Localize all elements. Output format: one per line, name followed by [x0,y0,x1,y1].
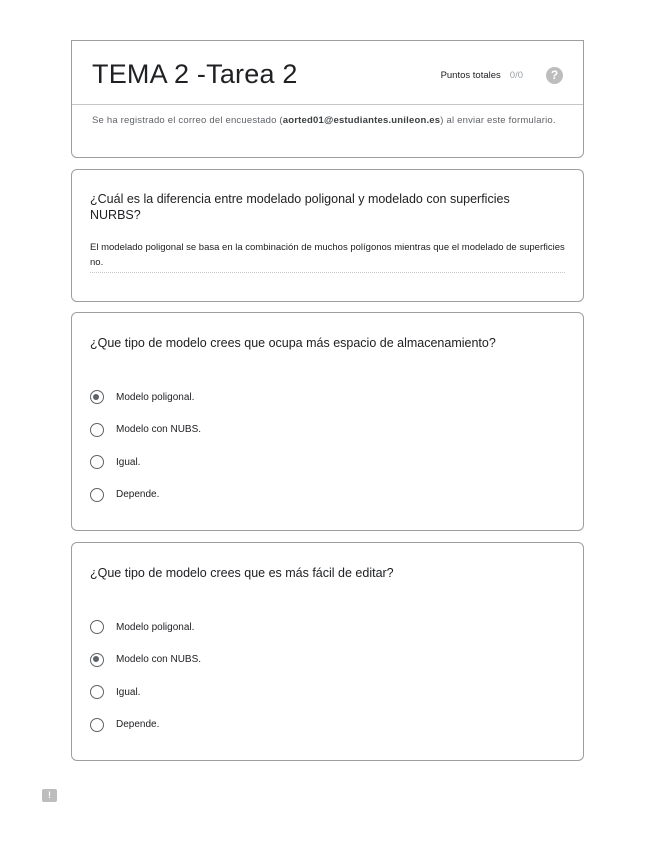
radio-option-label: Modelo poligonal. [116,621,195,633]
radio-option[interactable] [90,414,201,447]
form-header-top [72,41,583,105]
radio-option[interactable] [90,381,201,414]
question-card [71,542,584,761]
radio-group [90,611,201,741]
radio-option[interactable] [90,676,201,709]
question-title: ¿Cuál es la diferencia entre modelado poligonal y modelado con superficies NURBS? [90,192,510,222]
radio-button[interactable] [90,653,104,667]
question-title: ¿Que tipo de modelo crees que es más fácil de editar? [90,566,394,580]
question-title: ¿Que tipo de modelo crees que ocupa más espacio de almacenamiento? [90,336,496,350]
radio-option[interactable] [90,611,201,644]
question-card [71,169,584,302]
text-answer: El modelado poligonal se basa en la combinación de muchos polígonos mientras que el modelado de superficies no. [90,240,565,273]
question-card [71,312,584,531]
help-icon[interactable]: ? [546,67,563,84]
radio-option-label: Modelo poligonal. [116,391,195,403]
radio-button[interactable] [90,423,104,437]
radio-option[interactable] [90,479,201,512]
radio-option[interactable] [90,446,201,479]
respondent-email: aorted01@estudiantes.unileon.es [282,115,441,126]
email-recorded-note [92,114,567,128]
radio-option[interactable] [90,644,201,677]
total-points-value: 0/0 [509,70,523,81]
radio-button[interactable] [90,455,104,469]
total-points [441,70,523,81]
radio-group [90,381,201,511]
radio-option-label: Depende. [116,719,160,731]
radio-button[interactable] [90,620,104,634]
radio-option-label: Modelo con NUBS. [116,424,202,436]
feedback-icon[interactable]: ! [42,789,57,802]
email-note-suffix: ) al enviar este formulario. [440,115,556,126]
form-title: TEMA 2 -Tarea 2 [92,59,298,89]
radio-option-label: Igual. [116,686,141,698]
radio-option-label: Igual. [116,456,141,468]
radio-option-label: Modelo con NUBS. [116,654,202,666]
email-note-prefix: Se ha registrado el correo del encuestado ( [92,115,283,126]
radio-button[interactable] [90,488,104,502]
radio-button[interactable] [90,685,104,699]
radio-button[interactable] [90,718,104,732]
radio-option-label: Depende. [116,489,160,501]
radio-button[interactable] [90,390,104,404]
total-points-label: Puntos totales [440,70,501,81]
radio-option[interactable] [90,709,201,742]
form-header-card [71,40,584,158]
